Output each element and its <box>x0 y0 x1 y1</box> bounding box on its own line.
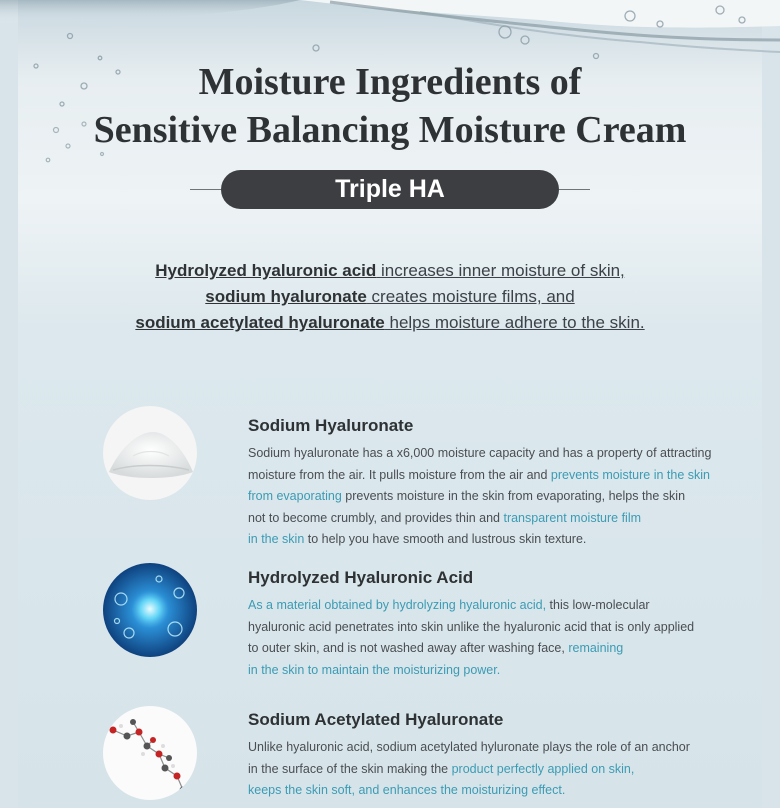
body-text: prevents moisture in the skin from evaporating, helps the skin <box>341 489 686 503</box>
badge-divider-right <box>559 189 590 190</box>
page-title-line1: Moisture Ingredients of <box>198 61 582 103</box>
body-text: Unlike hyaluronic acid, sodium acetylated hyluronate plays the role of an anchor <box>248 740 690 754</box>
description-line <box>248 465 748 487</box>
description-line <box>248 617 748 639</box>
body-text: moisture from the air. It pulls moisture from the air and <box>248 467 551 482</box>
description-line <box>248 443 748 465</box>
intro-text: helps moisture adhere to the skin. <box>384 313 645 332</box>
highlight-text: in the skin <box>248 532 305 546</box>
page-title-line2: Sensitive Balancing Moisture Cream <box>93 109 687 151</box>
ingredient-title: Sodium Hyaluronate <box>248 416 414 435</box>
body-text: hyaluronic acid penetrates into skin unlike the hyaluronic acid that is only applied <box>248 619 695 634</box>
intro-line-1 <box>0 258 780 284</box>
intro-text: creates moisture films, and <box>366 287 575 306</box>
highlight-text: from evaporating <box>248 489 342 503</box>
intro-paragraph <box>0 258 780 336</box>
body-text: this low-molecular <box>546 598 650 612</box>
intro-term: Hydrolyzed hyaluronic acid <box>155 261 377 280</box>
ingredient-description <box>248 595 748 681</box>
ingredient-title: Hydrolyzed Hyaluronic Acid <box>248 568 474 587</box>
description-line <box>248 595 748 617</box>
white-powder-image <box>103 406 197 500</box>
description-line <box>248 638 748 660</box>
ingredient-description <box>248 737 748 802</box>
highlight-text: As a material obtained by hydrolyzing hyaluronic acid, <box>248 598 547 612</box>
description-line <box>248 529 748 551</box>
description-line <box>248 508 748 530</box>
intro-term: sodium acetylated hyaluronate <box>135 313 385 332</box>
ingredient-title: Sodium Acetylated Hyaluronate <box>248 710 504 729</box>
highlight-text: remaining <box>568 641 624 655</box>
highlight-text: keeps the skin soft, and enhances the moisturizing effect. <box>248 783 566 797</box>
intro-line-2 <box>0 284 780 310</box>
molecular-chain-image <box>103 706 197 800</box>
blue-molecule-bubbles-image <box>103 563 197 657</box>
intro-text: increases inner moisture of skin, <box>376 261 625 280</box>
description-line <box>248 660 748 682</box>
body-text: to outer skin, and is not washed away after washing face, <box>248 641 569 655</box>
highlight-text: transparent moisture film <box>503 510 642 525</box>
intro-line-3 <box>0 310 780 336</box>
body-text: not to become crumbly, and provides thin and <box>248 510 504 525</box>
highlight-text: product perfectly applied on skin, <box>451 761 635 776</box>
body-text: Sodium hyaluronate has a x6,000 moisture capacity and has a property of attracting <box>248 446 712 460</box>
body-text: to help you have smooth and lustrous skin texture. <box>304 532 587 546</box>
description-line <box>248 737 748 759</box>
description-line <box>248 759 748 781</box>
ingredient-description <box>248 443 748 551</box>
body-text: in the surface of the skin making the <box>248 761 452 776</box>
description-line <box>248 780 748 802</box>
badge-divider-left <box>190 189 221 190</box>
description-line <box>248 486 748 508</box>
triple-ha-badge: Triple HA <box>221 170 559 209</box>
intro-term: sodium hyaluronate <box>205 287 367 306</box>
highlight-text: in the skin to maintain the moisturizing power. <box>248 662 501 677</box>
highlight-text: prevents moisture in the skin <box>550 467 711 482</box>
